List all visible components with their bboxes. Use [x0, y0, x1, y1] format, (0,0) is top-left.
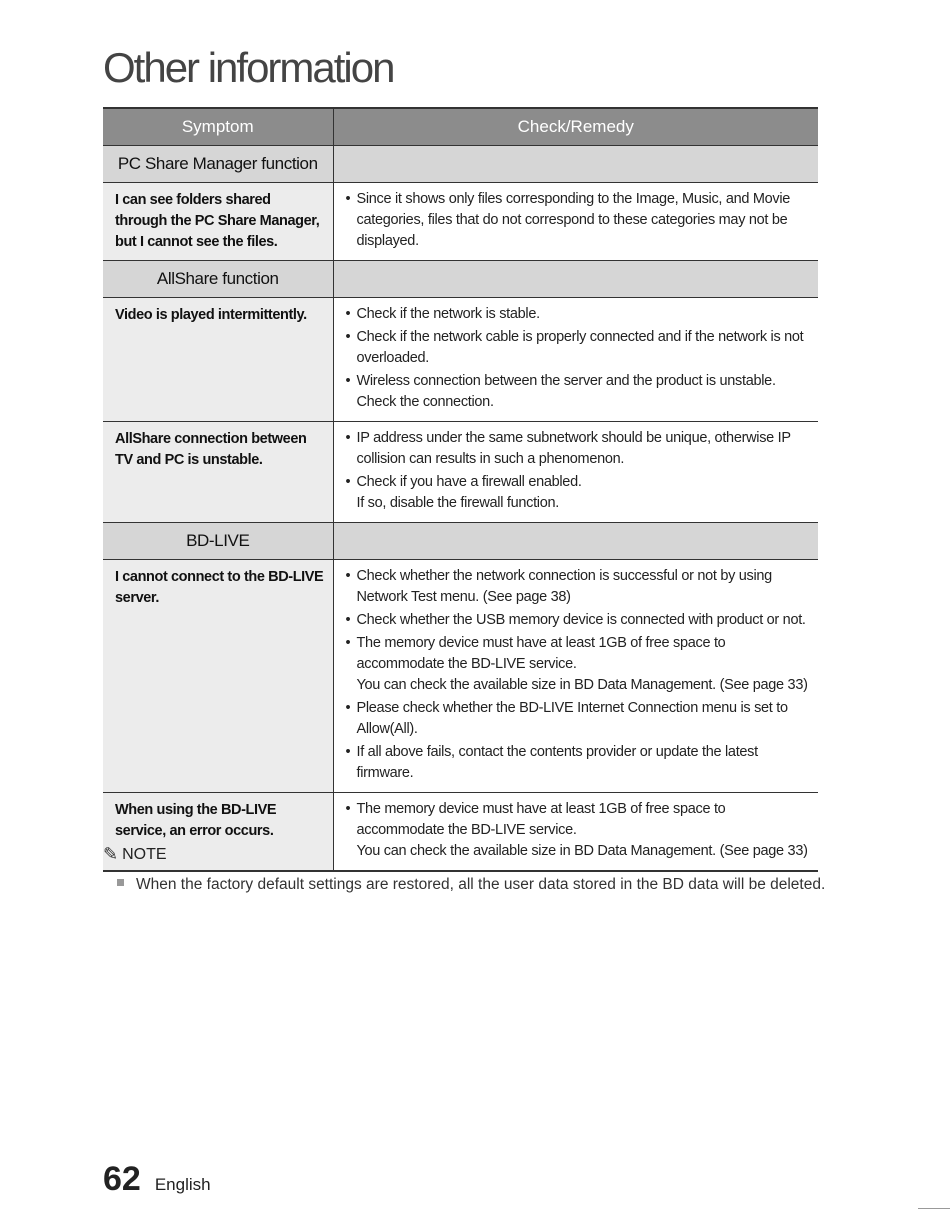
remedy-text: Wireless connection between the server and the product is unstable.: [356, 372, 776, 389]
remedy-item: [346, 799, 811, 862]
section-title: AllShare function: [103, 260, 333, 297]
symptom-cell: Video is played intermittently.: [103, 297, 333, 421]
remedy-item: [346, 304, 811, 325]
table-row: [103, 182, 818, 260]
remedy-subtext: If so, disable the firewall function.: [356, 494, 559, 511]
remedy-item: [346, 742, 811, 784]
remedy-text: The memory device must have at least 1GB of free space to accommodate the BD-LIVE service.: [356, 634, 726, 672]
remedy-text: Check whether the network connection is successful or not by using Network Test menu. (See page 38): [356, 567, 772, 605]
remedy-list: [346, 189, 811, 252]
remedy-item: [346, 327, 811, 369]
remedy-subtext: You can check the available size in BD Data Management. (See page 33): [356, 676, 808, 693]
remedy-item: [346, 472, 811, 514]
section-title: BD-LIVE: [103, 522, 333, 559]
remedy-item: [346, 428, 811, 470]
remedy-text: Check if the network is stable.: [356, 305, 540, 322]
section-remedy-blank: [333, 522, 818, 559]
remedy-text: The memory device must have at least 1GB of free space to accommodate the BD-LIVE service.: [356, 800, 726, 838]
section-remedy-blank: [333, 260, 818, 297]
page-number: 62: [103, 1160, 141, 1198]
note-heading: [103, 844, 167, 865]
note-item-text: When the factory default settings are restored, all the user data stored in the BD data will be deleted.: [136, 876, 826, 893]
remedy-item: [346, 371, 811, 413]
remedy-text: If all above fails, contact the contents provider or update the latest firmware.: [356, 743, 758, 781]
remedy-item: [346, 189, 811, 252]
remedy-cell: [333, 182, 818, 260]
table-body: [103, 145, 818, 871]
note-item: [117, 876, 837, 894]
remedy-text: Check whether the USB memory device is connected with product or not.: [356, 611, 806, 628]
page-language: English: [154, 1175, 211, 1194]
remedy-list: [346, 799, 811, 862]
remedy-item: [346, 633, 811, 696]
remedy-item: [346, 610, 811, 631]
remedy-list: [346, 304, 811, 413]
remedy-cell: [333, 421, 818, 522]
remedy-text: Check if the network cable is properly connected and if the network is not overloaded.: [356, 328, 804, 366]
remedy-cell: [333, 792, 818, 871]
remedy-subtext: Check the connection.: [356, 393, 494, 410]
table-header-row: [103, 108, 818, 145]
troubleshooting-table: [103, 107, 818, 872]
symptom-cell: I can see folders shared through the PC Share Manager, but I cannot see the files.: [103, 182, 333, 260]
table-row: [103, 421, 818, 522]
pencil-icon: ✎: [103, 844, 119, 864]
header-remedy: Check/Remedy: [333, 108, 818, 145]
remedy-cell: [333, 559, 818, 792]
note-label: NOTE: [122, 845, 167, 863]
remedy-text: Please check whether the BD-LIVE Internet Connection menu is set to Allow(All).: [356, 699, 788, 737]
section-row: [103, 260, 818, 297]
edge-divider: [918, 1208, 950, 1209]
symptom-cell: AllShare connection between TV and PC is unstable.: [103, 421, 333, 522]
table-row: [103, 792, 818, 871]
remedy-list: [346, 566, 811, 784]
symptom-cell: I cannot connect to the BD-LIVE server.: [103, 559, 333, 792]
remedy-list: [346, 428, 811, 514]
remedy-item: [346, 698, 811, 740]
symptom-cell: When using the BD-LIVE service, an error occurs.: [103, 792, 333, 871]
square-bullet-icon: [117, 879, 124, 886]
header-symptom: Symptom: [103, 108, 333, 145]
remedy-text: IP address under the same subnetwork should be unique, otherwise IP collision can results in such a phenomenon.: [356, 429, 791, 467]
remedy-subtext: You can check the available size in BD Data Management. (See page 33): [356, 842, 808, 859]
remedy-cell: [333, 297, 818, 421]
table-row: [103, 559, 818, 792]
page-footer: [103, 1160, 211, 1199]
section-row: [103, 145, 818, 182]
section-remedy-blank: [333, 145, 818, 182]
remedy-text: Since it shows only files corresponding to the Image, Music, and Movie categories, files that do not correspond to these categories may not be displayed.: [356, 190, 791, 249]
table-row: [103, 297, 818, 421]
remedy-text: Check if you have a firewall enabled.: [356, 473, 582, 490]
section-row: [103, 522, 818, 559]
remedy-item: [346, 566, 811, 608]
section-title: PC Share Manager function: [103, 145, 333, 182]
page-title: Other information: [103, 44, 394, 91]
